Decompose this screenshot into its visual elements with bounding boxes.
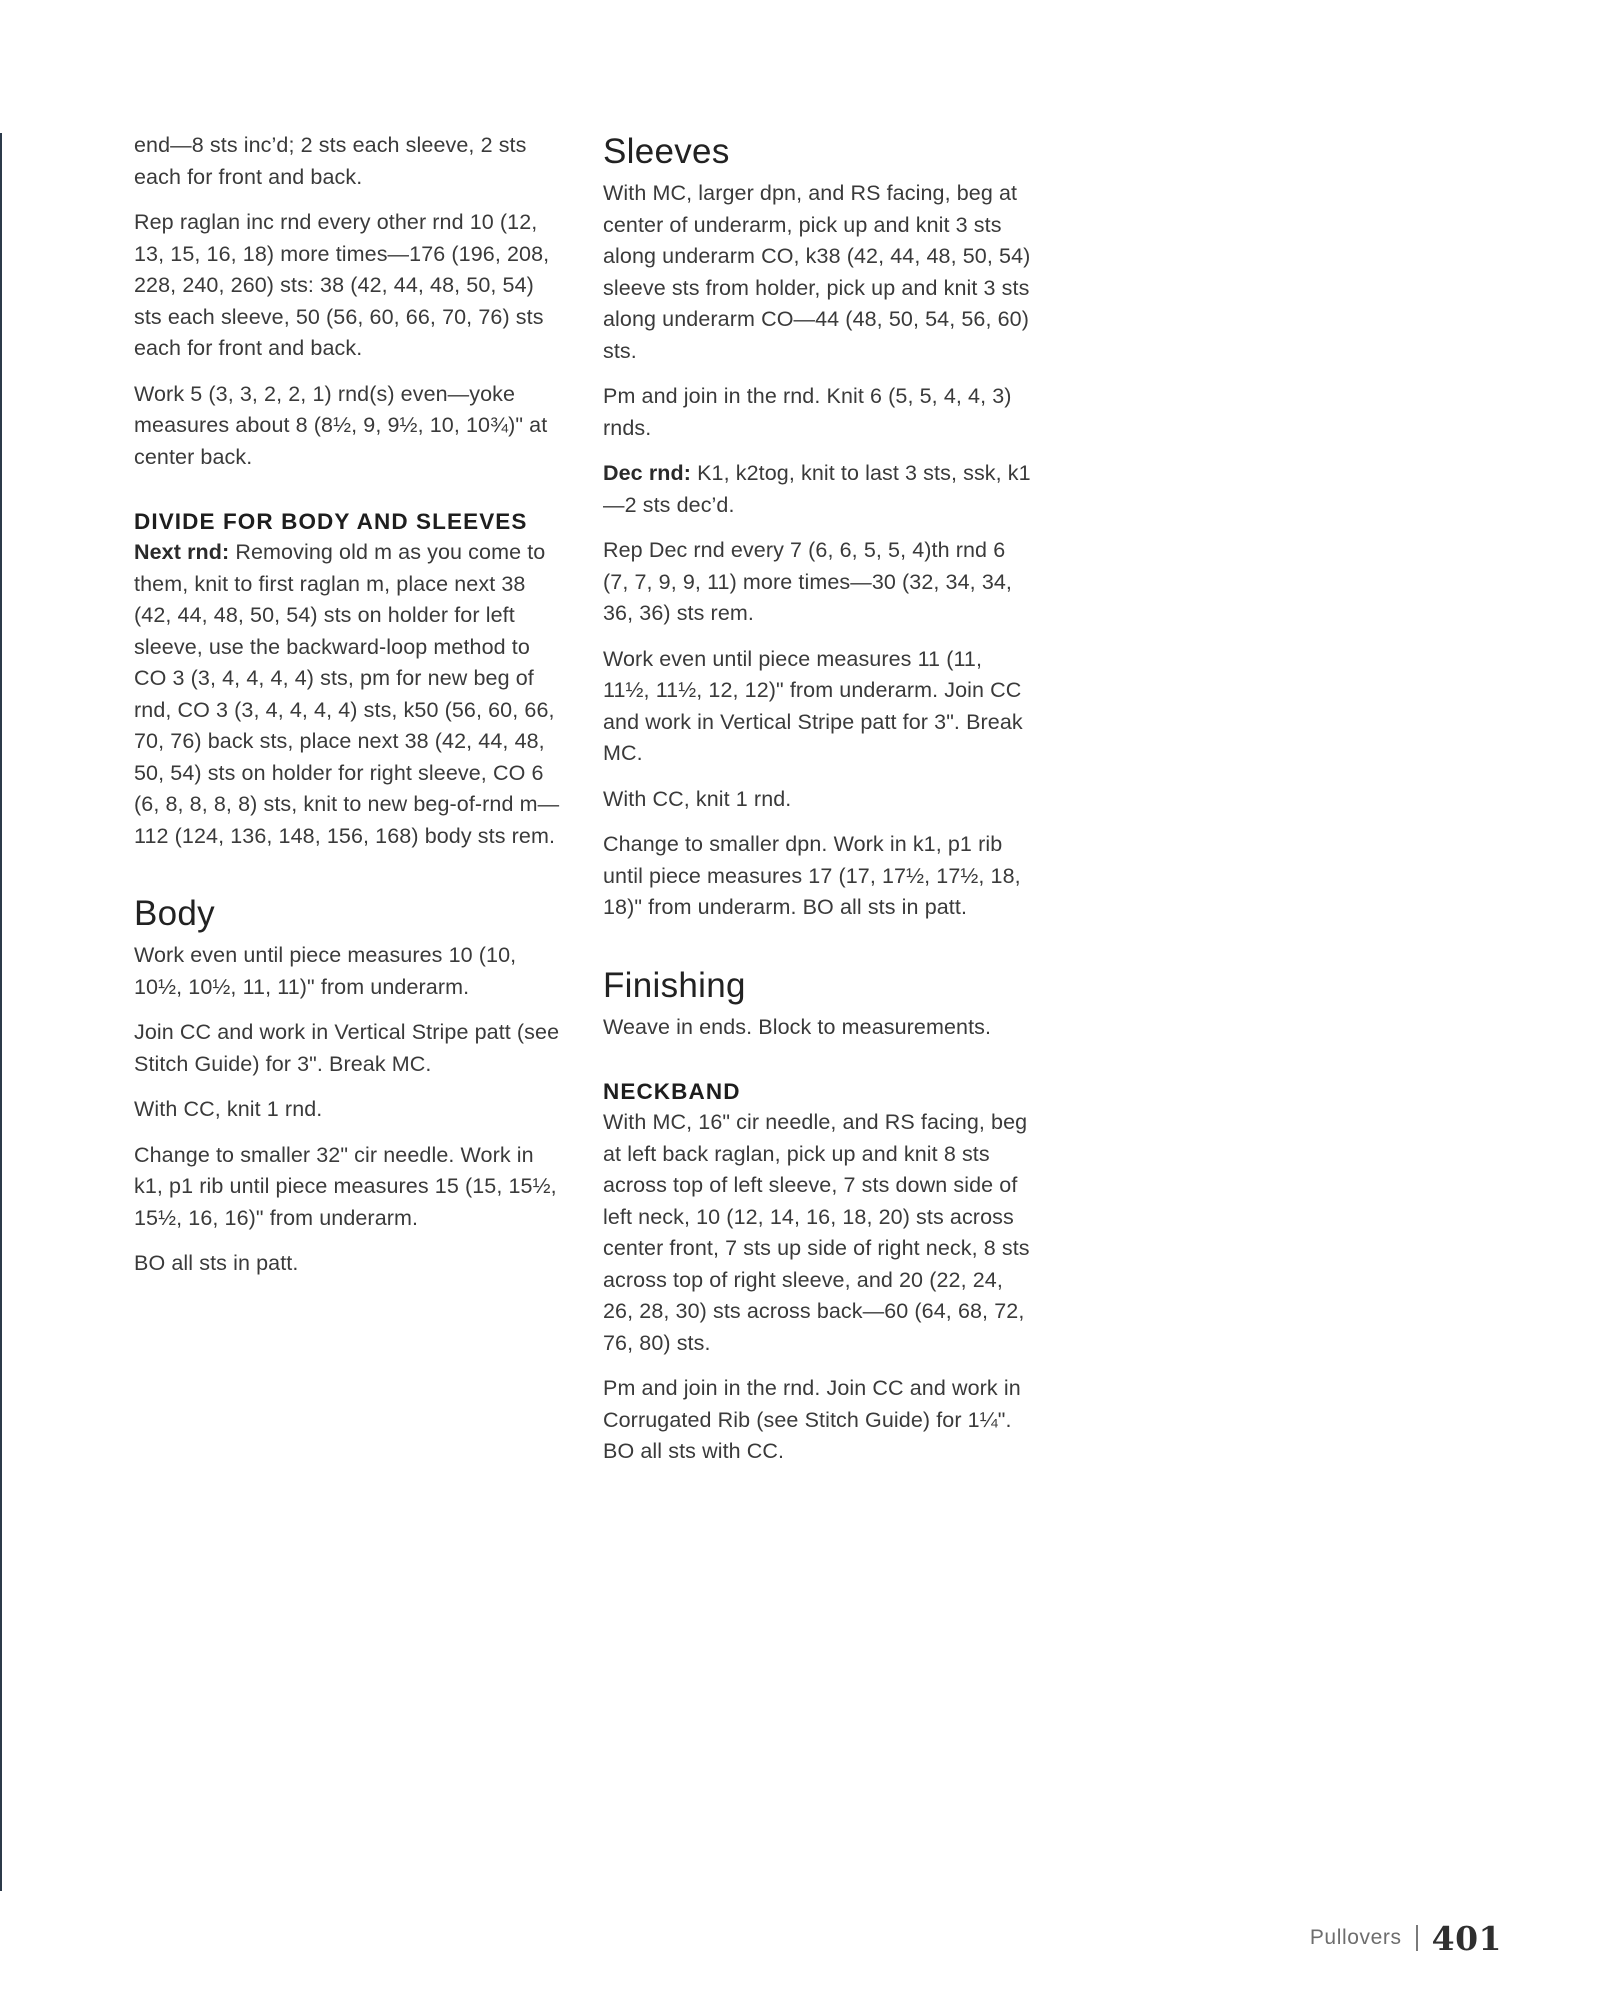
paragraph-sleeves-knit-rnd: With CC, knit 1 rnd. [603, 786, 792, 811]
next-rnd-label: Next rnd: [134, 540, 230, 564]
page-footer [1310, 1918, 1502, 1958]
paragraph-neckband-rib: Pm and join in the rnd. Join CC and work in Corrugated Rib (see Stitch Guide) for 1¼". BO all sts with CC. [603, 1376, 1021, 1463]
paragraph-next-rnd [134, 537, 564, 852]
next-rnd-text: Removing old m as you come to them, knit to first raglan m, place next 38 (42, 44, 48, 50, 54) sts on holder for left sleeve, use the backward-loop method to CO 3 (3, 4, 4, 4, 4) sts, pm for new beg of rnd, CO 3 (3, 4, 4, 4, 4) sts, k50 (56, 60, 66, 70, 76) back sts, place next 38 (42, 44, 48, 50, 54) sts on holder for right sleeve, CO 6 (6, 8, 8, 8, 8) sts, knit to new beg-of-rnd m—112 (124, 136, 148, 156, 168) body sts rem. [134, 540, 560, 848]
footer-section-label: Pullovers [1309, 1926, 1402, 1949]
left-column [134, 130, 564, 1294]
paragraph-sleeves-rep-dec: Rep Dec rnd every 7 (6, 6, 5, 5, 4)th rnd 6 (7, 7, 9, 9, 11) more times—30 (32, 34, 34, 36, 36) sts rem. [603, 538, 1013, 625]
paragraph-sleeves-rib: Change to smaller dpn. Work in k1, p1 rib until piece measures 17 (17, 17½, 17½, 18, 18)" from underarm. BO all sts in patt. [603, 832, 1021, 919]
paragraph-sleeves-join: Pm and join in the rnd. Knit 6 (5, 5, 4, 4, 3) rnds. [603, 384, 1012, 440]
paragraph-body-knit-rnd: With CC, knit 1 rnd. [134, 1097, 323, 1121]
paragraph-raglan-inc: Rep raglan inc rnd every other rnd 10 (12, 13, 15, 16, 18) more times—176 (196, 208, 228, 240, 260) sts: 38 (42, 44, 48, 50, 54) sts each sleeve, 50 (56, 60, 66, 70, 76) sts each for front and back. [134, 210, 550, 360]
heading-neckband: NECKBAND [603, 1079, 741, 1104]
dec-rnd-text: K1, k2tog, knit to last 3 sts, ssk, k1—2 sts dec’d. [603, 461, 1031, 517]
heading-divide-body-sleeves: DIVIDE FOR BODY AND SLEEVES [134, 509, 528, 534]
page-edge-rule [0, 133, 2, 1891]
paragraph-sleeves-work-even: Work even until piece measures 11 (11, 11½, 11½, 12, 12)" from underarm. Join CC and work in Vertical Stripe patt for 3". Break MC. [603, 646, 1023, 765]
paragraph-sleeves-pick-up: With MC, larger dpn, and RS facing, beg at center of underarm, pick up and knit 3 sts along underarm CO, k38 (42, 44, 48, 50, 54) sleeve sts from holder, pick up and knit 3 sts along underarm CO—44 (48, 50, 54, 56, 60) sts. [603, 181, 1031, 363]
paragraph-body-work-even: Work even until piece measures 10 (10, 10½, 10½, 11, 11)" from underarm. [134, 943, 517, 999]
paragraph-dec-rnd [603, 458, 1033, 521]
paragraph-body-join-cc: Join CC and work in Vertical Stripe patt (see Stitch Guide) for 3". Break MC. [134, 1020, 560, 1076]
footer-divider [1416, 1925, 1418, 1951]
paragraph-body-bind-off: BO all sts in patt. [134, 1251, 299, 1275]
paragraph-inc-end: end—8 sts inc’d; 2 sts each sleeve, 2 sts each for front and back. [134, 133, 527, 189]
paragraph-work-even-yoke: Work 5 (3, 3, 2, 2, 1) rnd(s) even—yoke measures about 8 (8½, 9, 9½, 10, 10¾)" at center back. [134, 381, 548, 469]
paragraph-finishing-weave: Weave in ends. Block to measurements. [603, 1014, 992, 1039]
dec-rnd-label: Dec rnd: [603, 461, 692, 485]
heading-body: Body [134, 894, 215, 933]
paragraph-body-rib: Change to smaller 32" cir needle. Work in k1, p1 rib until piece measures 15 (15, 15½, 15½, 16, 16)" from underarm. [134, 1142, 557, 1230]
right-column [603, 130, 1033, 1482]
paragraph-neckband-pick-up: With MC, 16" cir needle, and RS facing, beg at left back raglan, pick up and knit 8 sts across top of left sleeve, 7 sts down side of left neck, 10 (12, 14, 16, 18, 20) sts across center front, 7 sts up side of right neck, 8 sts across top of right sleeve, and 20 (22, 24, 26, 28, 30) sts across back—60 (64, 68, 72, 76, 80) sts. [603, 1110, 1030, 1355]
page-number: 401 [1431, 1918, 1502, 1958]
heading-finishing: Finishing [603, 965, 746, 1005]
heading-sleeves: Sleeves [603, 132, 730, 171]
